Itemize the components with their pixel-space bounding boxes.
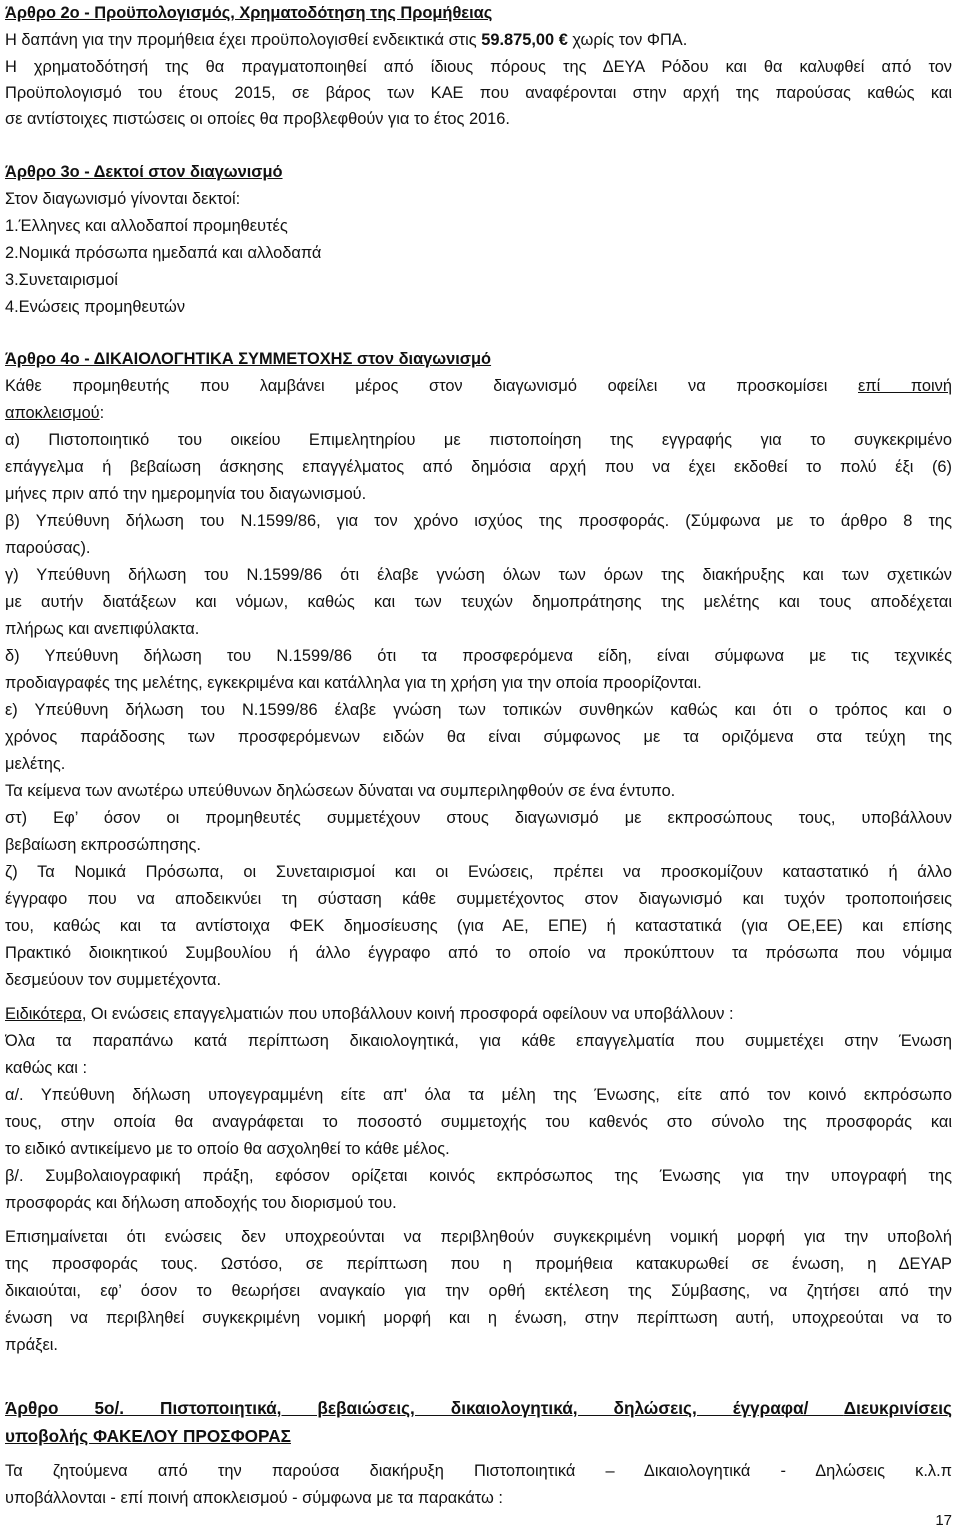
article-5-title-line-1: Άρθρο 5ο/. Πιστοποιητικά, βεβαιώσεις, δικαιολογητικά, δηλώσεις, έγγραφα/ Διευκρινίσεις bbox=[5, 1398, 952, 1418]
item-z-line-5: δεσμεύουν τον συμμετέχοντα. bbox=[5, 971, 221, 989]
item-e-line-1: ε) Υπεύθυνη δήλωση του Ν.1599/86 έλαβε γνώση των τοπικών συνθηκών καθώς και ότι ο τρόπος και ο bbox=[5, 701, 952, 719]
article-3-item: 3.Συνεταιρισμοί bbox=[5, 271, 118, 289]
item-e-line-2: χρόνος παράδοσης των προσφερόμενων ειδών θα είναι σύμφωνος με τα οριζόμενα στα τεύχη της bbox=[5, 728, 952, 746]
specifically-line-1: Ειδικότερα, Οι ενώσεις επαγγελματιών που υποβάλλουν κοινή προσφορά οφείλουν να υποβάλλουν : bbox=[5, 1005, 734, 1023]
article-2-title: Άρθρο 2ο - Προϋπολογισμός, Χρηματοδότηση της Προμήθειας bbox=[5, 4, 493, 22]
item-b-line-2: παρούσας). bbox=[5, 539, 91, 557]
note-line-5: πράξει. bbox=[5, 1336, 58, 1354]
article-2-line-2: Η χρηματοδότησή της θα πραγματοποιηθεί από ίδιους πόρους της ΔΕΥΑ Ρόδου και θα καλυφθεί από τον bbox=[5, 58, 952, 76]
item-st-line-2: βεβαίωση εκπροσώπησης. bbox=[5, 836, 201, 854]
declarations-note: Τα κείμενα των ανωτέρω υπεύθυνων δηλώσεων δύναται να συμπεριληφθούν σε ένα έντυπο. bbox=[5, 782, 676, 800]
article-2-line-4: σε αντίστοιχες πιστώσεις οι οποίες θα προβλεφθούν για το έτος 2016. bbox=[5, 110, 510, 128]
article-5-line-1: Τα ζητούμενα από την παρούσα διακήρυξη Πιστοποιητικά – Δικαιολογητικά - Δηλώσεις κ.λ.π bbox=[5, 1462, 952, 1480]
item-b-line-1: β) Υπεύθυνη δήλωση του Ν.1599/86, για τον χρόνο ισχύος της προσφοράς. (Σύμφωνα με το άρθρο 8 της bbox=[5, 512, 952, 530]
item-d-line-2: προδιαγραφές της μελέτης, εγκεκριμένα και κατάλληλα για τη χρήση για την οποία προορίζονται. bbox=[5, 674, 702, 692]
note-line-2: της προσφοράς τους. Ωστόσο, σε περίπτωση που η προμήθεια κατακυρωθεί σε ένωση, η ΔΕΥΑΡ bbox=[5, 1255, 952, 1273]
budget-amount: 59.875,00 € bbox=[481, 31, 568, 49]
article-2-line-3: Προϋπολογισμό του έτους 2015, σε βάρος των ΚΑΕ που αναφέρονται στην αρχή της παρούσας καθώς και bbox=[5, 84, 952, 102]
item-a-line-2: επάγγελμα ή βεβαίωση άσκησης επαγγέλματος από δημόσια αρχή που να έχει εκδοθεί το πολύ έξι (6) bbox=[5, 458, 952, 476]
note-line-1: Επισημαίνεται ότι ενώσεις δεν υποχρεούνται να περιβληθούν συγκεκριμένη νομική μορφή για την υποβολή bbox=[5, 1228, 952, 1246]
article-5-title-line-2: υποβολής ΦΑΚΕΛΟΥ ΠΡΟΣΦΟΡΑΣ bbox=[5, 1426, 291, 1446]
article-4-line-1: Κάθε προμηθευτής που λαμβάνει μέρος στον διαγωνισμό οφείλει να προσκομίσει επί ποινή bbox=[5, 377, 952, 395]
sub-b-line-1: β/. Συμβολαιογραφική πράξη, εφόσον ορίζεται κοινός εκπρόσωπος της Ένωσης για την υπογραφή της bbox=[5, 1167, 952, 1185]
item-z-line-4: Πρακτικό διοικητικού Συμβουλίου ή άλλο έγγραφο από το οποίο να προκύπτουν τα πρόσωπα που νόμιμα bbox=[5, 944, 952, 962]
page-number: 17 bbox=[935, 1512, 952, 1529]
note-line-3: δικαιούται, εφ’ όσον το θεωρήσει αναγκαίο για την ορθή εκτέλεση της Σύμβασης, να ζητήσει από την bbox=[5, 1282, 952, 1300]
item-a-line-1: α) Πιστοποιητικό του οικείου Επιμελητηρίου με πιστοποίηση της εγγραφής για το συγκεκριμένο bbox=[5, 431, 952, 449]
item-z-line-3: του, καθώς και τα αντίστοιχα ΦΕΚ δημοσίευσης (για ΑΕ, ΕΠΕ) ή καταστατικά (για ΟΕ,ΕΕ) και επίσης bbox=[5, 917, 952, 935]
article-3-item: 2.Νομικά πρόσωπα ημεδαπά και αλλοδαπά bbox=[5, 244, 322, 262]
item-c-line-3: πλήρως και ανεπιφύλακτα. bbox=[5, 620, 200, 638]
item-d-line-1: δ) Υπεύθυνη δήλωση του Ν.1599/86 ότι τα προσφερόμενα είδη, είναι σύμφωνα με τις τεχνικές bbox=[5, 647, 952, 665]
specifically-line-3: καθώς και : bbox=[5, 1059, 88, 1077]
item-c-line-2: με αυτήν διατάξεων και νόμων, καθώς και των τευχών δημοπράτησης της μελέτης και τους αποδέχεται bbox=[5, 593, 952, 611]
item-c-line-1: γ) Υπεύθυνη δήλωση του Ν.1599/86 ότι έλαβε γνώση όλων των όρων της διακήρυξης και των σχετικών bbox=[5, 566, 952, 584]
article-4-title: Άρθρο 4ο - ΔΙΚΑΙΟΛΟΓΗΤΙΚΑ ΣΥΜΜΕΤΟΧΗΣ στον διαγωνισμό bbox=[5, 350, 492, 368]
article-3-title: Άρθρο 3ο - Δεκτοί στον διαγωνισμό bbox=[5, 163, 283, 181]
article-3-item: 1.Έλληνες και αλλοδαποί προμηθευτές bbox=[5, 217, 288, 235]
sub-b-line-2: προσφοράς και δήλωση αποδοχής του διορισμού του. bbox=[5, 1194, 397, 1212]
article-2-line-1: Η δαπάνη για την προμήθεια έχει προϋπολογισθεί ενδεικτικά στις 59.875,00 € χωρίς τον ΦΠΑ. bbox=[5, 31, 688, 49]
item-st-line-1: στ) Εφ’ όσον οι προμηθευτές συμμετέχουν στους διαγωνισμό με εκπροσώπους τους, υποβάλλουν bbox=[5, 809, 952, 827]
article-4-line-2: αποκλεισμού: bbox=[5, 404, 105, 422]
sub-a-line-2: τους, στην οποία θα αναγράφεται το ποσοστό συμμετοχής του καθενός στο σύνολο της προσφοράς και bbox=[5, 1113, 952, 1131]
article-3-intro: Στον διαγωνισμό γίνονται δεκτοί: bbox=[5, 190, 241, 208]
article-3-item: 4.Ενώσεις προμηθευτών bbox=[5, 298, 186, 316]
note-line-4: ένωση να περιβληθεί συγκεκριμένη νομική μορφή και η ένωση, στην περίπτωση αυτή, υποχρεούται να το bbox=[5, 1309, 952, 1327]
item-e-line-3: μελέτης. bbox=[5, 755, 66, 773]
item-z-line-2: έγγραφο που να αποδεικνύει τη σύσταση κάθε συμμετέχοντος στον διαγωνισμό και τυχόν τροποποιήσεις bbox=[5, 890, 952, 908]
specifically-line-2: Όλα τα παραπάνω κατά περίπτωση δικαιολογητικά, για κάθε επαγγελματία που συμμετέχει στην Ένωση bbox=[5, 1032, 952, 1050]
article-5-line-2: υποβάλλονται - επί ποινή αποκλεισμού - σύμφωνα με τα παρακάτω : bbox=[5, 1489, 503, 1507]
item-a-line-3: μήνες πριν από την ημερομηνία του διαγωνισμού. bbox=[5, 485, 367, 503]
item-z-line-1: ζ) Τα Νομικά Πρόσωπα, οι Συνεταιρισμοί και οι Ενώσεις, πρέπει να προσκομίζουν καταστατικό ή άλλο bbox=[5, 863, 952, 881]
sub-a-line-1: α/. Υπεύθυνη δήλωση υπογεγραμμένη είτε απ' όλα τα μέλη της Ένωσης, είτε από τον κοινό εκπρόσωπο bbox=[5, 1086, 952, 1104]
sub-a-line-3: το ειδικό αντικείμενο με το οποίο θα ασχοληθεί το κάθε μέλος. bbox=[5, 1140, 450, 1158]
